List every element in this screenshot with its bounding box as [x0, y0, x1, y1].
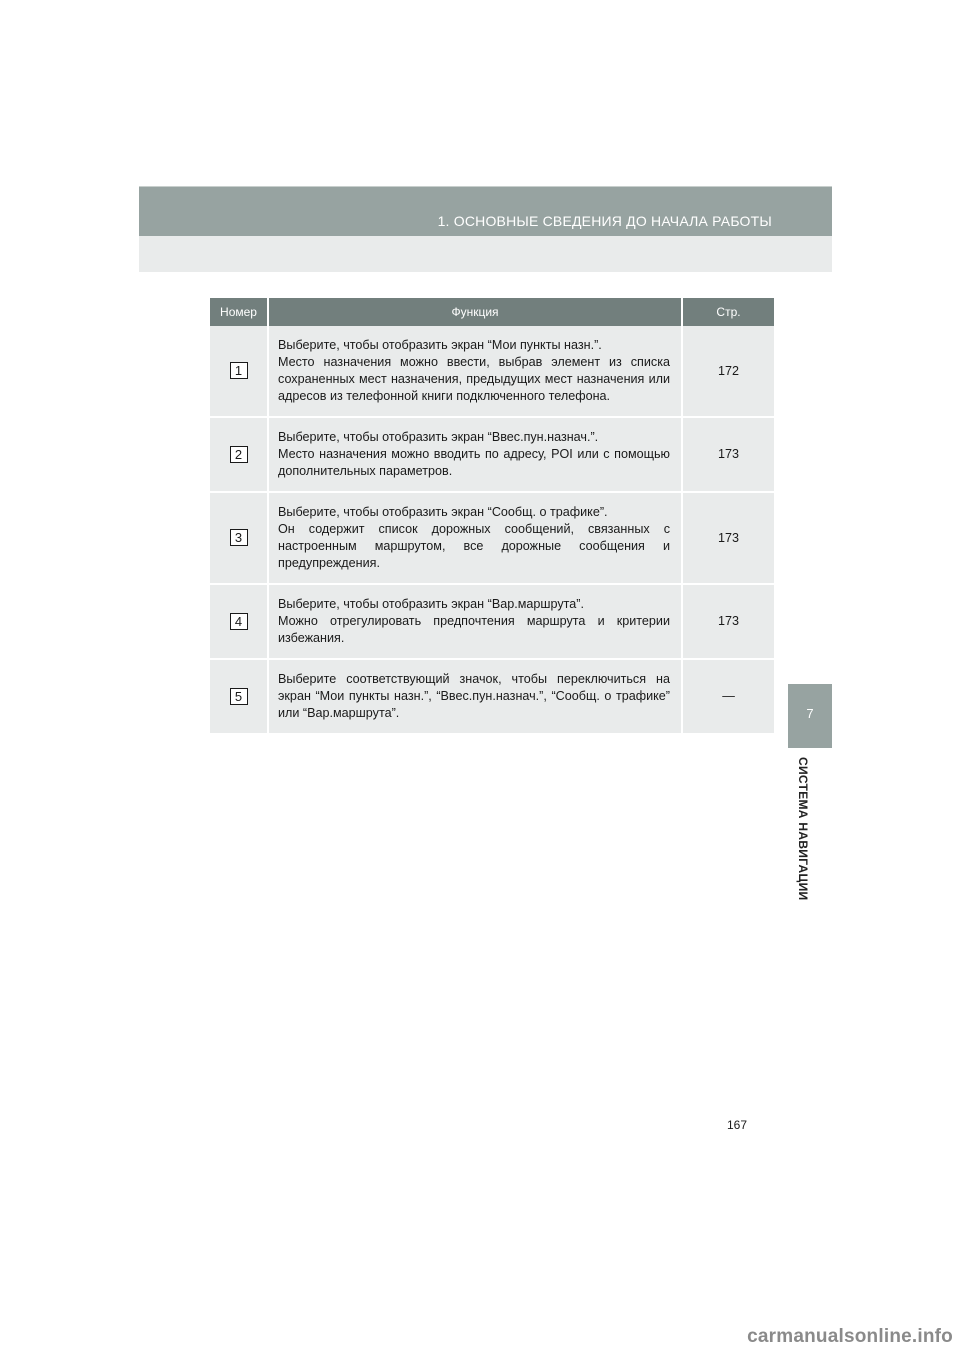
function-summary: Выберите, чтобы отобразить экран “Мои пункты назн.”. [278, 338, 602, 352]
row-page-cell: 173 [682, 492, 774, 584]
number-badge: 2 [230, 446, 248, 463]
table-row [210, 584, 774, 659]
chapter-tab [788, 684, 832, 748]
row-number-cell [210, 659, 268, 734]
number-badge: 5 [230, 688, 248, 705]
row-function-cell [268, 659, 682, 734]
row-page-cell: 173 [682, 584, 774, 659]
function-summary: Выберите, чтобы отобразить экран “Вар.маршрута”. [278, 597, 584, 611]
row-number-cell [210, 417, 268, 492]
table-row [210, 326, 774, 417]
number-badge: 4 [230, 613, 248, 630]
row-function-cell [268, 492, 682, 584]
function-summary: Выберите соответствующий значок, чтобы переключиться на экран “Мои пункты назн.”, “Ввес.пун.назнач.”, “Сообщ. о трафике” или “Вар.маршрута”. [278, 672, 670, 720]
row-function-cell [268, 417, 682, 492]
header-number: Номер [210, 298, 268, 326]
number-badge: 3 [230, 529, 248, 546]
table-header-row [210, 298, 774, 326]
row-page-cell: 173 [682, 417, 774, 492]
row-page-cell: 172 [682, 326, 774, 417]
function-table [210, 298, 774, 735]
row-number-cell [210, 492, 268, 584]
page-number: 167 [727, 1118, 748, 1132]
section-header [139, 186, 832, 236]
header-page: Стр. [682, 298, 774, 326]
function-summary: Выберите, чтобы отобразить экран “Ввес.пун.назнач.”. [278, 430, 599, 444]
table-row [210, 417, 774, 492]
header-function: Функция [268, 298, 682, 326]
section-header-subband [139, 236, 832, 272]
chapter-label: СИСТЕМА НАВИГАЦИИ [796, 757, 810, 901]
section-title: 1. ОСНОВНЫЕ СВЕДЕНИЯ ДО НАЧАЛА РАБОТЫ [437, 213, 772, 229]
function-summary: Выберите, чтобы отобразить экран “Сообщ. о трафике”. [278, 505, 608, 519]
watermark: carmanualsonline.info [747, 1326, 953, 1347]
row-number-cell [210, 326, 268, 417]
row-number-cell [210, 584, 268, 659]
chapter-number: 7 [806, 706, 814, 721]
row-function-cell [268, 326, 682, 417]
function-detail: Место назначения можно ввести, выбрав элемент из списка сохраненных мест назначения, предыдущих мест назначения или адресов из телефонной книги подключенного телефона. [278, 355, 670, 403]
function-detail: Место назначения можно вводить по адресу, POI или с помощью дополнительных параметров. [278, 447, 670, 478]
row-page-cell: — [682, 659, 774, 734]
number-badge: 1 [230, 362, 248, 379]
function-detail: Он содержит список дорожных сообщений, связанных с настроенным маршрутом, все дорожные сообщения и предупреждения. [278, 522, 670, 570]
table-row [210, 659, 774, 734]
row-function-cell [268, 584, 682, 659]
table-row [210, 492, 774, 584]
function-detail: Можно отрегулировать предпочтения маршрута и критерии избежания. [278, 614, 670, 645]
